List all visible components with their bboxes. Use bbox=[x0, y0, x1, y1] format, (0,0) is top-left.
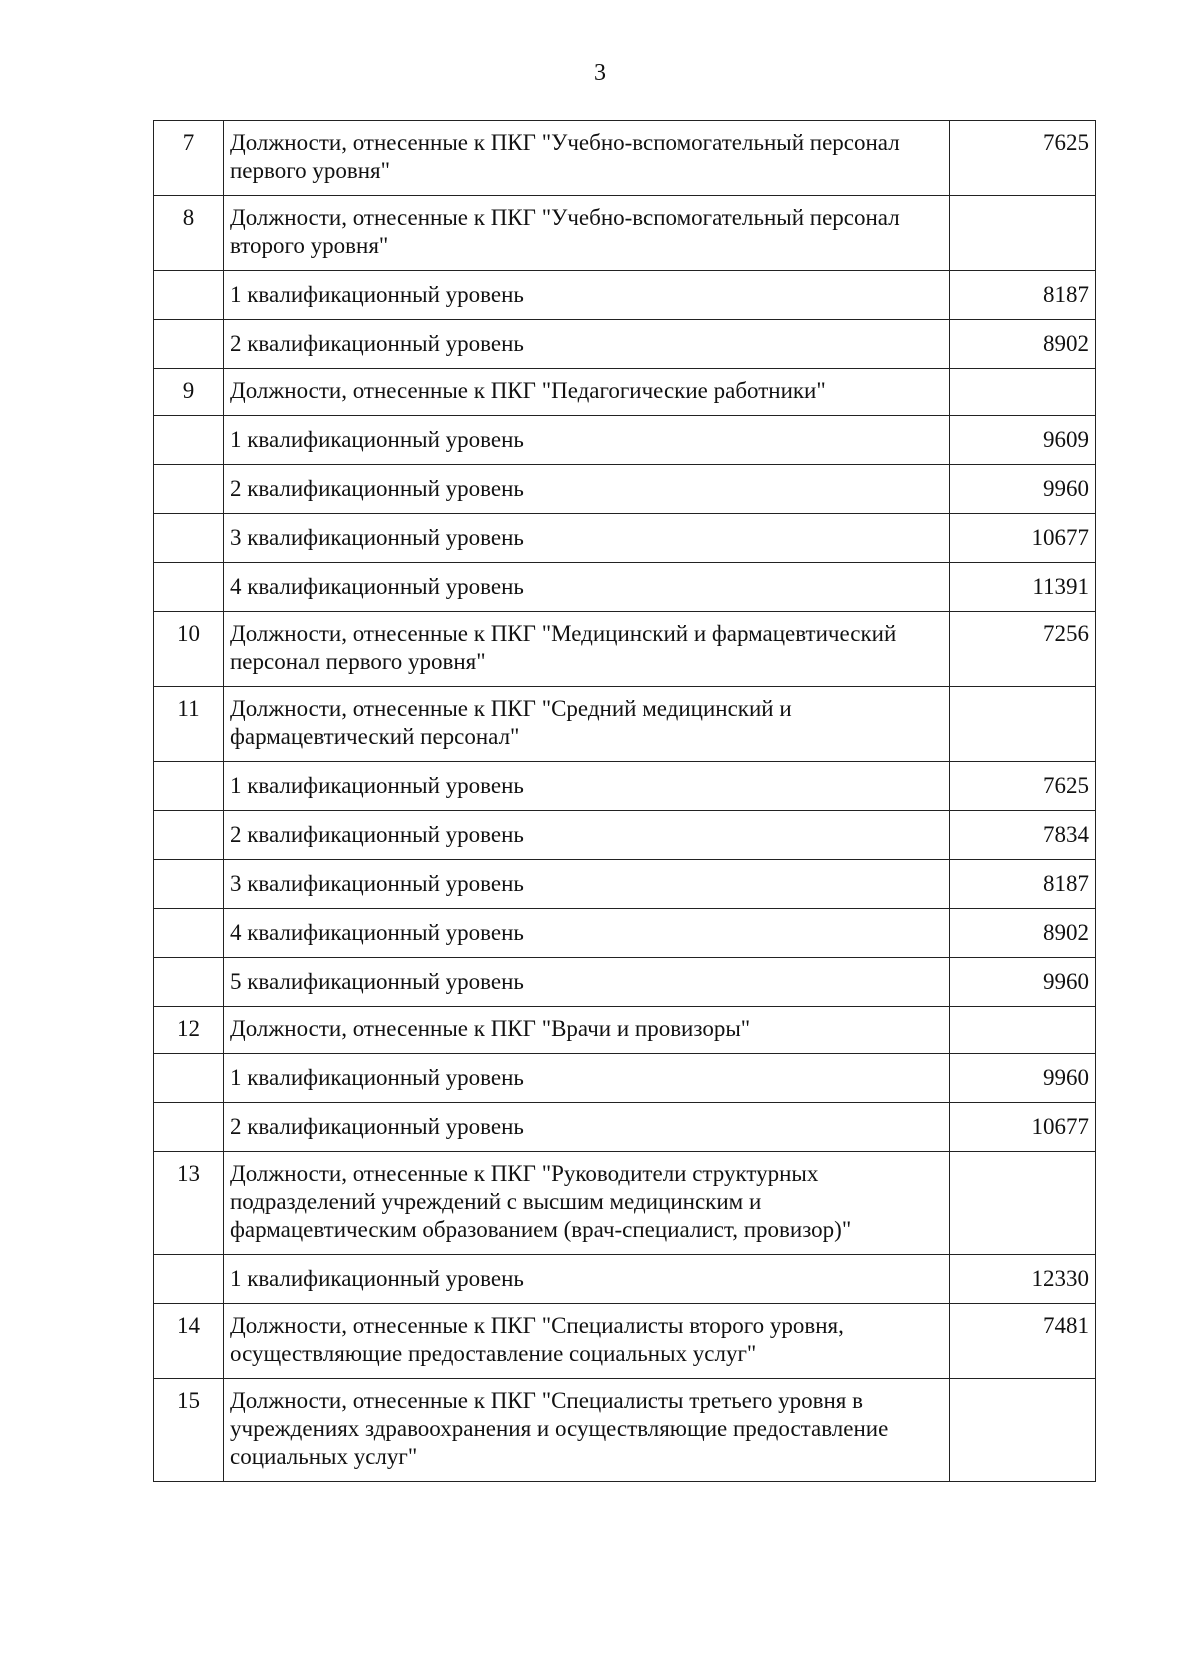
salary-value: 7625 bbox=[950, 762, 1096, 811]
salary-value: 7256 bbox=[950, 612, 1096, 687]
position-description: Должности, отнесенные к ПКГ "Педагогические работники" bbox=[224, 369, 950, 416]
row-number: 10 bbox=[154, 612, 224, 687]
position-description: Должности, отнесенные к ПКГ "Специалисты второго уровня, осуществляющие предоставление социальных услуг" bbox=[224, 1304, 950, 1379]
row-number bbox=[154, 958, 224, 1007]
row-number bbox=[154, 1054, 224, 1103]
table-row bbox=[154, 1379, 1096, 1482]
position-description: Должности, отнесенные к ПКГ "Средний медицинский и фармацевтический персонал" bbox=[224, 687, 950, 762]
row-number bbox=[154, 860, 224, 909]
row-number: 12 bbox=[154, 1007, 224, 1054]
salary-value: 8187 bbox=[950, 271, 1096, 320]
page-number: 3 bbox=[594, 60, 606, 86]
table-row bbox=[154, 762, 1096, 811]
salary-value: 10677 bbox=[950, 514, 1096, 563]
row-number: 9 bbox=[154, 369, 224, 416]
row-number: 8 bbox=[154, 196, 224, 271]
table-row bbox=[154, 1152, 1096, 1255]
salary-value: 10677 bbox=[950, 1103, 1096, 1152]
row-number bbox=[154, 762, 224, 811]
position-description: 1 квалификационный уровень bbox=[224, 416, 950, 465]
row-number bbox=[154, 1103, 224, 1152]
salary-table-body bbox=[154, 121, 1096, 1482]
salary-value bbox=[950, 687, 1096, 762]
table-row bbox=[154, 196, 1096, 271]
salary-value: 8902 bbox=[950, 909, 1096, 958]
table-row bbox=[154, 1255, 1096, 1304]
salary-value: 8187 bbox=[950, 860, 1096, 909]
position-description: 1 квалификационный уровень bbox=[224, 762, 950, 811]
salary-value bbox=[950, 1379, 1096, 1482]
salary-value: 11391 bbox=[950, 563, 1096, 612]
row-number bbox=[154, 514, 224, 563]
position-description: 1 квалификационный уровень bbox=[224, 1255, 950, 1304]
table-row bbox=[154, 958, 1096, 1007]
position-description: 1 квалификационный уровень bbox=[224, 271, 950, 320]
position-description: 1 квалификационный уровень bbox=[224, 1054, 950, 1103]
position-description: Должности, отнесенные к ПКГ "Медицинский и фармацевтический персонал первого уровня" bbox=[224, 612, 950, 687]
position-description: Должности, отнесенные к ПКГ "Учебно-вспомогательный персонал второго уровня" bbox=[224, 196, 950, 271]
row-number bbox=[154, 811, 224, 860]
position-description: 5 квалификационный уровень bbox=[224, 958, 950, 1007]
table-row bbox=[154, 320, 1096, 369]
salary-value bbox=[950, 369, 1096, 416]
salary-value bbox=[950, 1152, 1096, 1255]
table-row bbox=[154, 416, 1096, 465]
position-description: 2 квалификационный уровень bbox=[224, 1103, 950, 1152]
row-number: 11 bbox=[154, 687, 224, 762]
position-description: 2 квалификационный уровень bbox=[224, 811, 950, 860]
salary-value: 9960 bbox=[950, 465, 1096, 514]
table-row bbox=[154, 1304, 1096, 1379]
position-description: 2 квалификационный уровень bbox=[224, 465, 950, 514]
salary-value: 7481 bbox=[950, 1304, 1096, 1379]
position-description: 4 квалификационный уровень bbox=[224, 563, 950, 612]
row-number bbox=[154, 320, 224, 369]
row-number: 13 bbox=[154, 1152, 224, 1255]
table-row bbox=[154, 860, 1096, 909]
row-number bbox=[154, 1255, 224, 1304]
table-row bbox=[154, 563, 1096, 612]
salary-value: 7834 bbox=[950, 811, 1096, 860]
position-description: Должности, отнесенные к ПКГ "Специалисты третьего уровня в учреждениях здравоохранения и осуществляющие предоставление социальных услуг" bbox=[224, 1379, 950, 1482]
table-row bbox=[154, 1007, 1096, 1054]
position-description: Должности, отнесенные к ПКГ "Руководители структурных подразделений учреждений с высшим медицинским и фармацевтическим образованием (врач-специалист, провизор)" bbox=[224, 1152, 950, 1255]
position-description: 3 квалификационный уровень bbox=[224, 860, 950, 909]
row-number: 14 bbox=[154, 1304, 224, 1379]
row-number bbox=[154, 909, 224, 958]
salary-value: 8902 bbox=[950, 320, 1096, 369]
row-number bbox=[154, 563, 224, 612]
table-row bbox=[154, 369, 1096, 416]
position-description: Должности, отнесенные к ПКГ "Учебно-вспомогательный персонал первого уровня" bbox=[224, 121, 950, 196]
table-row bbox=[154, 465, 1096, 514]
salary-value: 12330 bbox=[950, 1255, 1096, 1304]
salary-value bbox=[950, 1007, 1096, 1054]
salary-value: 9960 bbox=[950, 1054, 1096, 1103]
position-description: Должности, отнесенные к ПКГ "Врачи и провизоры" bbox=[224, 1007, 950, 1054]
row-number: 15 bbox=[154, 1379, 224, 1482]
row-number bbox=[154, 271, 224, 320]
table-row bbox=[154, 811, 1096, 860]
table-row bbox=[154, 612, 1096, 687]
table-row bbox=[154, 514, 1096, 563]
salary-value: 7625 bbox=[950, 121, 1096, 196]
row-number bbox=[154, 465, 224, 514]
salary-table bbox=[153, 120, 1096, 1482]
position-description: 2 квалификационный уровень bbox=[224, 320, 950, 369]
table-row bbox=[154, 121, 1096, 196]
position-description: 3 квалификационный уровень bbox=[224, 514, 950, 563]
table-row bbox=[154, 909, 1096, 958]
table-row bbox=[154, 1054, 1096, 1103]
row-number: 7 bbox=[154, 121, 224, 196]
table-row bbox=[154, 1103, 1096, 1152]
position-description: 4 квалификационный уровень bbox=[224, 909, 950, 958]
row-number bbox=[154, 416, 224, 465]
table-row bbox=[154, 271, 1096, 320]
table-row bbox=[154, 687, 1096, 762]
salary-value: 9960 bbox=[950, 958, 1096, 1007]
salary-value: 9609 bbox=[950, 416, 1096, 465]
salary-value bbox=[950, 196, 1096, 271]
